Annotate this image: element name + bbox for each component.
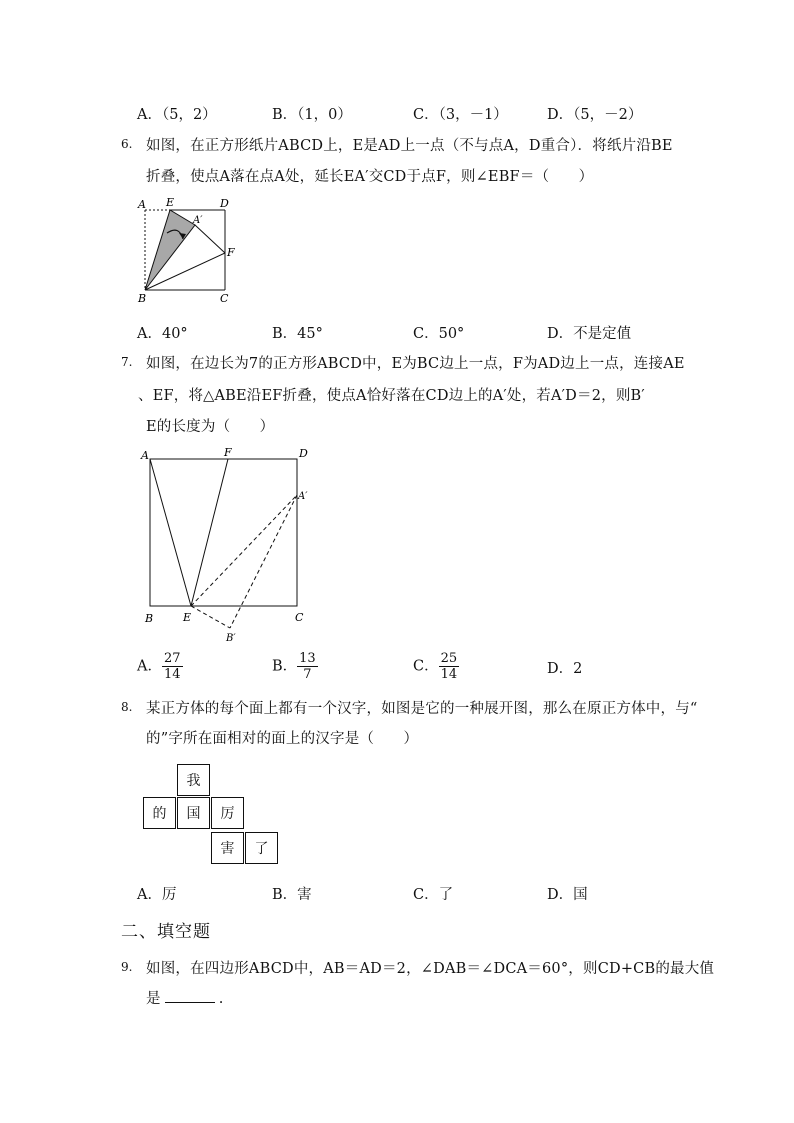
q5-option-d[interactable]: D．（5，－2） (547, 107, 643, 123)
q7-option-b[interactable]: B． $\frac{13}{7}$ (272, 651, 316, 682)
q6-label-f: F (227, 246, 235, 259)
q7-line2: 、EF，将△ABE沿EF折叠，使点A恰好落在CD边上的A′处，若A′D＝2，则B′ (138, 388, 645, 404)
q8-option-c[interactable]: C．了 (413, 887, 454, 903)
q8-line1: 某正方体的每个面上都有一个汉字，如图是它的一种展开图，那么在原正方体中，与“ (146, 701, 698, 717)
q7-label-b1: B′ (226, 633, 236, 644)
q7-label-d: D (299, 447, 308, 460)
q7-dashed-eb1 (191, 606, 230, 628)
q7-number: 7. (121, 355, 133, 369)
q6-figure (135, 195, 245, 305)
net-cell-li: 厉 (211, 797, 244, 829)
q6-number: 6. (121, 137, 133, 151)
q6-line2: 折叠，使点A落在点A处，延长EA′交CD于点F，则∠EBF＝（ ） (146, 169, 594, 185)
q6-label-a1: A′ (193, 215, 203, 226)
q7-dashed-a1b1 (230, 495, 297, 628)
q7-option-a[interactable]: A． $\frac{27}{14}$ (137, 651, 181, 682)
q7-label-e: E (183, 611, 192, 624)
q6-label-e: E (166, 196, 175, 209)
q7-option-d[interactable]: D．2 (547, 661, 583, 677)
q9-answer-blank[interactable] (165, 988, 215, 1003)
q8-number: 8. (121, 700, 133, 714)
q6-line1: 如图，在正方形纸片ABCD上，E是AD上一点（不与点A，D重合）．将纸片沿BE (146, 138, 673, 154)
q6-label-d: D (220, 197, 229, 210)
q6-label-a: A (138, 198, 146, 211)
net-cell-hai: 害 (211, 832, 244, 864)
q7-line1: 如图，在边长为7的正方形ABCD中，E为BC边上一点，F为AD边上一点，连接AE (146, 356, 685, 372)
q7-dashed-ea1 (191, 495, 297, 606)
q7-label-a: A (141, 449, 149, 462)
net-cell-le: 了 (245, 832, 278, 864)
q9-number: 9. (121, 960, 133, 974)
q7-label-c: C (295, 611, 304, 624)
q7-option-c[interactable]: C． $\frac{25}{14}$ (413, 651, 458, 682)
net-cell-wo: 我 (177, 764, 210, 796)
net-cell-guo: 国 (177, 797, 210, 829)
q7-label-f: F (224, 446, 232, 459)
q5-option-c[interactable]: C．（3，－1） (413, 107, 508, 123)
q8-option-b[interactable]: B．害 (272, 887, 312, 903)
q8-option-a[interactable]: A．厉 (137, 887, 177, 903)
q7-square (150, 459, 297, 606)
q7-figure (138, 445, 318, 645)
q6-option-a[interactable]: A．40° (137, 326, 188, 342)
q8-option-d[interactable]: D．国 (547, 887, 588, 903)
q6-label-b: B (138, 292, 147, 305)
q9-line2: 是 . (146, 987, 224, 1008)
q8-cube-net (143, 764, 283, 868)
q7-line-ae (150, 459, 191, 606)
q8-line2: 的”字所在面相对的面上的汉字是（ ） (146, 731, 419, 747)
q6-option-b[interactable]: B．45° (272, 326, 323, 342)
q7-line-fe (191, 459, 228, 606)
q7-label-b: B (145, 612, 154, 625)
q9-line1: 如图，在四边形ABCD中，AB＝AD＝2，∠DAB＝∠DCA＝60°，则CD+CB的最大值 (146, 961, 715, 977)
q7-line3: E的长度为（ ） (146, 419, 275, 435)
q5-option-a[interactable]: A．（5，2） (137, 107, 217, 123)
q5-option-b[interactable]: B．（1，0） (272, 107, 352, 123)
section-title: 二、填空题 (121, 922, 211, 942)
net-cell-de: 的 (143, 797, 176, 829)
q7-label-a1: A′ (298, 491, 308, 502)
q6-label-c: C (220, 292, 229, 305)
q6-option-c[interactable]: C．50° (413, 326, 465, 342)
q6-option-d[interactable]: D．不是定值 (547, 326, 632, 342)
